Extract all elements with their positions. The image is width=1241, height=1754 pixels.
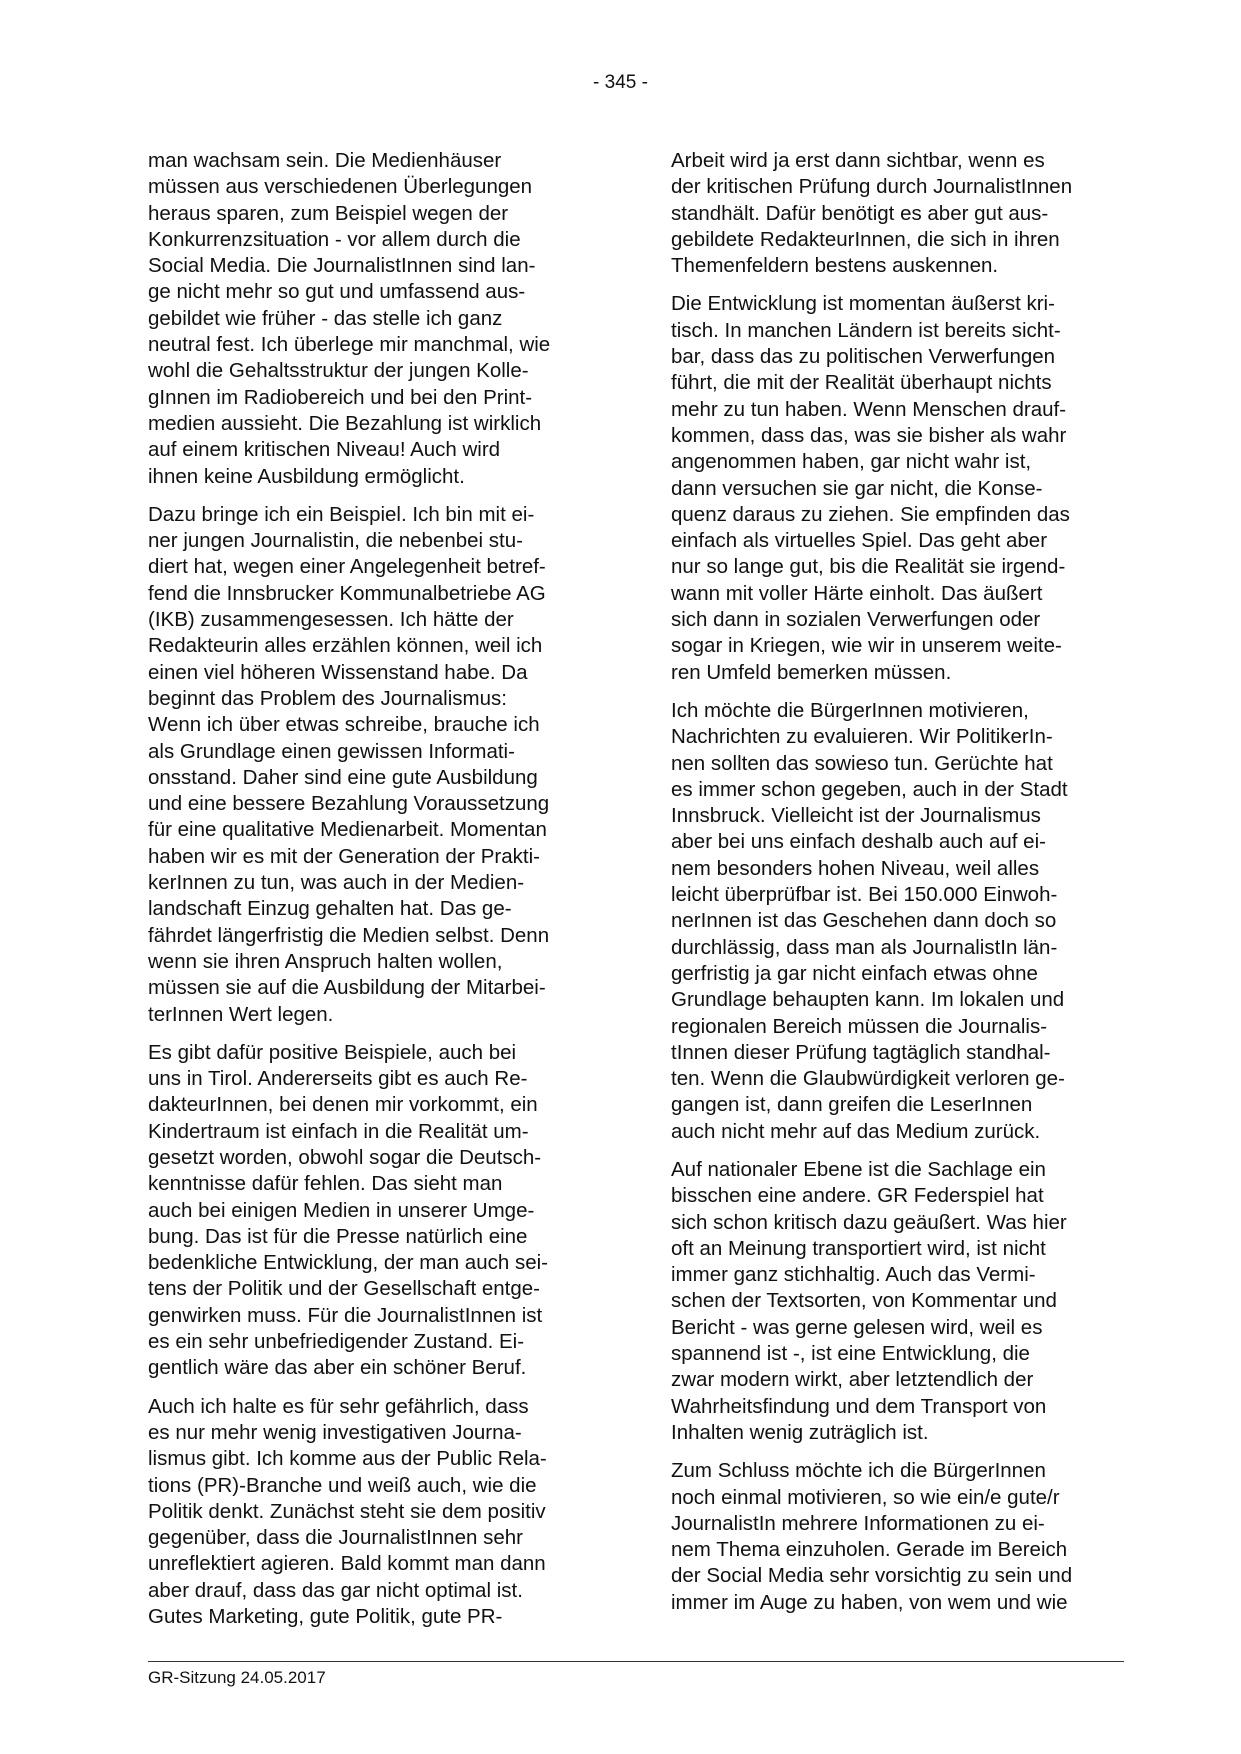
paragraph: Die Entwicklung ist momentan äußerst kri- tisch. In manchen Ländern ist bereits sicht- bar, dass das zu politischen Verwerfungen führt, die mit der Realität überhaupt nichts mehr zu tun haben. Wenn Menschen drauf- kommen, dass das, was sie bisher als wahr angenommen haben, gar nicht wahr ist, dann versuchen sie gar nicht, die Konse- quenz daraus zu ziehen. Sie empfinden das einfach als virtuelles Spiel. Das geht aber nur so lange gut, bis die Realität sie irgend- wann mit voller Härte einholt. Das äußert sich dann in sozialen Verwerfungen oder sogar in Kriegen, wie wir in unserem weite- ren Umfeld bemerken müssen. — [671, 292, 1070, 684]
footer-session-date: GR-Sitzung 24.05.2017 — [148, 1668, 326, 1687]
paragraph: Arbeit wird ja erst dann sichtbar, wenn es der kritischen Prüfung durch JournalistInnen standhält. Dafür benötigt es aber gut aus- gebildete RedakteurInnen, die sich in ihren Themenfeldern bestens auskennen. — [671, 149, 1073, 278]
page-number: - 345 - — [593, 72, 648, 93]
paragraph: Auf nationaler Ebene ist die Sachlage ein bisschen eine andere. GR Federspiel hat sich schon kritisch dazu geäußert. Was hier oft an Meinung transportiert wird, ist nicht immer ganz stichhaltig. Auch das Vermi- schen der Textsorten, von Kommentar und Bericht - was gerne gelesen wird, weil es spannend ist -, ist eine Entwicklung, die zwar modern wirkt, aber letztendlich der Wahrheitsfindung und dem Transport von Inhalten wenig zuträglich ist. — [671, 1157, 1067, 1444]
footer-divider — [148, 1661, 1124, 1662]
paragraph: Ich möchte die BürgerInnen motivieren, Nachrichten zu evaluieren. Wir PolitikerIn- nen sollten das sowieso tun. Gerüchte hat es immer schon gegeben, auch in der Stadt Innsbruck. Vielleicht ist der Journalismus aber bei uns einfach deshalb auch auf ei- nem besonders hohen Niveau, weil alles leicht überprüfbar ist. Bei 150.000 Einwoh- nerInnen ist das Geschehen dann doch so durchlässig, dass man als JournalistIn län- gerfristig ja gar nicht einfach etwas ohne Grundlage behaupten kann. Im lokalen und regionalen Bereich müssen die Journalis- tInnen dieser Prüfung tagtäglich standhal- ten. Wenn die Glaubwürdigkeit verloren ge- gangen ist, dann greifen die LeserInnen auch nicht mehr auf das Medium zurück. — [671, 698, 1068, 1143]
paragraph: man wachsam sein. Die Medienhäuser müssen aus verschiedenen Überlegungen heraus sparen, zum Beispiel wegen der Konkurrenzsituation - vor allem durch die Social Media. Die JournalistInnen sind lan- ge nicht mehr so gut und umfassend aus- gebildet wie früher - das stelle ich ganz neutral fest. Ich überlege mir manchmal, wie wohl die Gehaltsstruktur der jungen Kolle- gInnen im Radiobereich und bei den Print- medien aussieht. Die Bezahlung ist wirklich auf einem kritischen Niveau! Auch wird ihnen keine Ausbildung ermöglicht. — [148, 149, 551, 488]
left-column — [148, 148, 600, 1642]
paragraph: Zum Schluss möchte ich die BürgerInnen noch einmal motivieren, so wie ein/e gute/r JournalistIn mehrere Informationen zu ei- nem Thema einzuholen. Gerade im Bereich der Social Media sehr vorsichtig zu sein und immer im Auge zu haben, von wem und wie — [671, 1459, 1073, 1614]
paragraph: Es gibt dafür positive Beispiele, auch bei uns in Tirol. Andererseits gibt es auch Re- dakteurInnen, bei denen mir vorkommt, ein Kindertraum ist einfach in die Realität um- gesetzt worden, obwohl sogar die Deutsch- kenntnisse dafür fehlen. Das sieht man auch bei einigen Medien in unserer Umge- bung. Das ist für die Presse natürlich eine bedenkliche Entwicklung, der man auch sei- tens der Politik und der Gesellschaft entge- genwirken muss. Für die JournalistInnen ist es ein sehr unbefriedigender Zustand. Ei- gentlich wäre das aber ein schöner Beruf. — [148, 1040, 548, 1380]
paragraph: Auch ich halte es für sehr gefährlich, dass es nur mehr wenig investigativen Journa- lismus gibt. Ich komme aus der Public Rela- tions (PR)-Branche und weiß auch, wie die Politik denkt. Zunächst steht sie dem positiv gegenüber, dass die JournalistInnen sehr unreflektiert agieren. Bald kommt man dann aber drauf, dass das gar nicht optimal ist. Gutes Marketing, gute Politik, gute PR- — [148, 1394, 547, 1629]
right-column — [671, 148, 1123, 1628]
paragraph: Dazu bringe ich ein Beispiel. Ich bin mit ei- ner jungen Journalistin, die nebenbei stu- diert hat, wegen einer Angelegenheit betref- fend die Innsbrucker Kommunalbetriebe AG (IKB) zusammengesessen. Ich hätte der Redakteurin alles erzählen können, weil ich einen viel höheren Wissenstand habe. Da beginnt das Problem des Journalismus: Wenn ich über etwas schreibe, brauche ich als Grundlage einen gewissen Informati- onsstand. Daher sind eine gute Ausbildung und eine bessere Bezahlung Voraussetzung für eine qualitative Medienarbeit. Momentan haben wir es mit der Generation der Prakti- kerInnen zu tun, was auch in der Medien- landschaft Einzug gehalten hat. Das ge- fährdet längerfristig die Medien selbst. Denn wenn sie ihren Anspruch halten wollen, müssen sie auf die Ausbildung der Mitarbei- terInnen Wert legen. — [148, 502, 550, 1026]
